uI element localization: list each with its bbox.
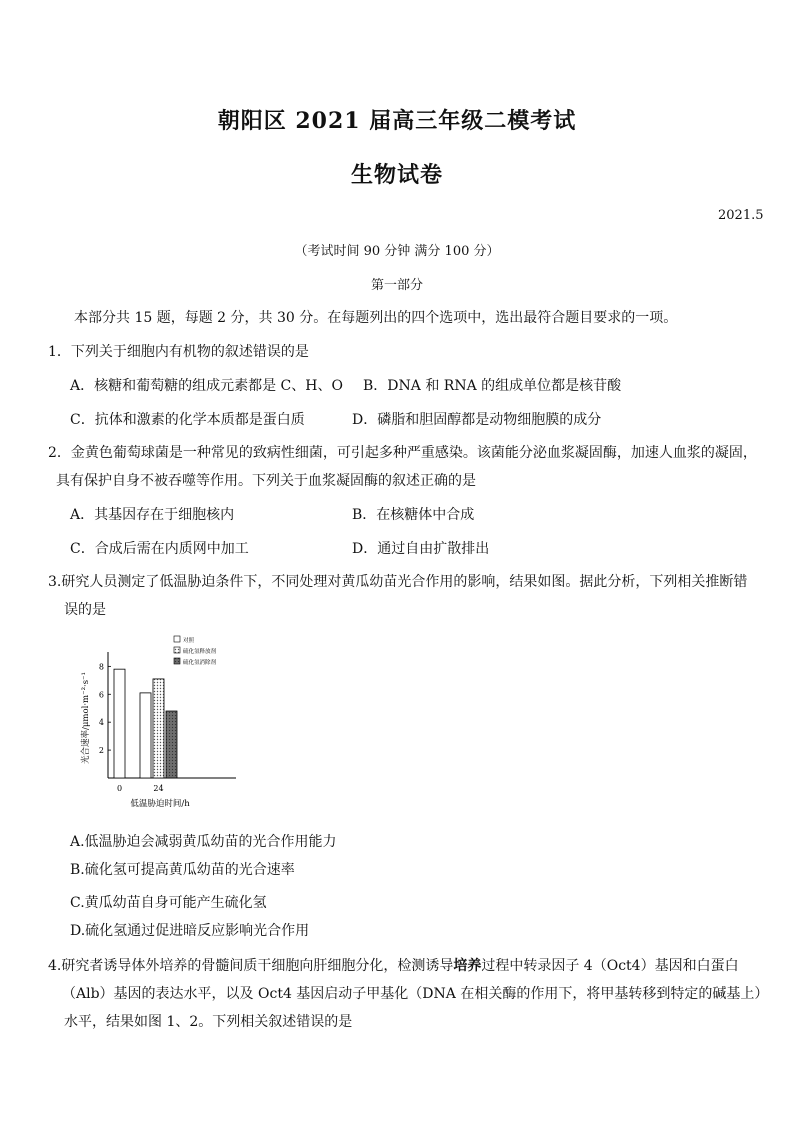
q3-stem-line2: 误的是: [64, 602, 106, 618]
q2-option-b: B．在核糖体中合成: [352, 507, 475, 523]
q4-stem-line1: [48, 955, 739, 975]
q3-option-c: C.黄瓜幼苗自身可能产生硫化氢: [70, 895, 267, 911]
q2-stem-line1: 2．金黄色葡萄球菌是一种常见的致病性细菌，可引起多种严重感染。该菌能分泌血浆凝固酶，加速人血浆的凝固，: [48, 445, 757, 461]
legend-label-0: 对照: [183, 638, 195, 644]
q1-option-a: A．核糖和葡萄糖的组成元素都是 C、H、O: [70, 378, 343, 394]
bar-24-2: [166, 711, 177, 778]
bar-0-0: [114, 669, 125, 778]
y-axis-label: 光合速率/μmol·m⁻²·s⁻¹: [81, 672, 91, 764]
x-tick-label: 0: [116, 784, 123, 793]
bar-24-1: [153, 679, 164, 778]
q4-stem-line3: 水平，结果如图 1、2。下列相关叙述错误的是: [64, 1014, 353, 1030]
q3-option-d: D.硫化氢通过促进暗反应影响光合作用: [70, 923, 310, 939]
q2-option-c: C．合成后需在内质网中加工: [70, 541, 249, 557]
q4-stem-line1-bold: 培养: [453, 958, 482, 974]
legend-label-1: 硫化氢释放剂: [183, 649, 217, 655]
q2-option-a: A．其基因存在于细胞核内: [70, 507, 235, 523]
legend-swatch-1: [174, 647, 180, 653]
exam-info: （考试时间 90 分钟 满分 100 分）: [294, 244, 500, 259]
q4-stem-line2: （Alb）基因的表达水平，以及 Oct4 基因启动子甲基化（DNA 在相关酶的作用下，将甲基转移到特定的碱基上）: [62, 986, 769, 1002]
q2-stem-line2: 具有保护自身不被吞噬等作用。下列关于血浆凝固酶的叙述正确的是: [56, 473, 476, 489]
legend-swatch-0: [174, 636, 180, 642]
x-tick-label: 24: [153, 784, 164, 793]
q1-option-b: B．DNA 和 RNA 的组成单位都是核苷酸: [363, 378, 622, 394]
legend-swatch-2: [174, 658, 180, 664]
y-tick-label: 8: [98, 662, 104, 672]
q1-stem: 1．下列关于细胞内有机物的叙述错误的是: [48, 344, 309, 360]
section-heading: 第一部分: [370, 278, 423, 293]
photosynthesis-bar-chart: [81, 630, 296, 810]
x-axis-label: 低温胁迫时间/h: [130, 799, 190, 809]
y-tick-label: 2: [98, 746, 104, 756]
q4-stem-line1-pre: 4.研究者诱导体外培养的骨髓间质干细胞向肝细胞分化，检测诱导: [48, 958, 454, 974]
q2-option-d: D．通过自由扩散排出: [352, 541, 490, 557]
paper-subtitle: 生物试卷: [350, 162, 443, 188]
exam-date: 2021.5: [718, 208, 764, 223]
q3-option-b: B.硫化氢可提高黄瓜幼苗的光合速率: [70, 862, 295, 878]
q3-option-a: A.低温胁迫会减弱黄瓜幼苗的光合作用能力: [70, 834, 337, 850]
bar-24-0: [140, 693, 151, 778]
exam-title: 朝阳区 2021 届高三年级二模考试: [217, 108, 577, 134]
q1-option-d: D．磷脂和胆固醇都是动物细胞膜的成分: [352, 412, 602, 428]
section-instructions: 本部分共 15 题，每题 2 分，共 30 分。在每题列出的四个选项中，选出最符合题目要求的一项。: [74, 310, 678, 326]
q3-stem-line1: 3.研究人员测定了低温胁迫条件下，不同处理对黄瓜幼苗光合作用的影响，结果如图。据此分析，下列相关推断错: [48, 574, 748, 590]
y-tick-label: 4: [98, 718, 104, 728]
y-tick-label: 6: [98, 690, 104, 700]
q4-stem-line1-post: 过程中转录因子 4（Oct4）基因和白蛋白: [481, 958, 739, 974]
legend-label-2: 硫化氢消除剂: [183, 660, 217, 666]
q1-option-c: C．抗体和激素的化学本质都是蛋白质: [70, 412, 305, 428]
